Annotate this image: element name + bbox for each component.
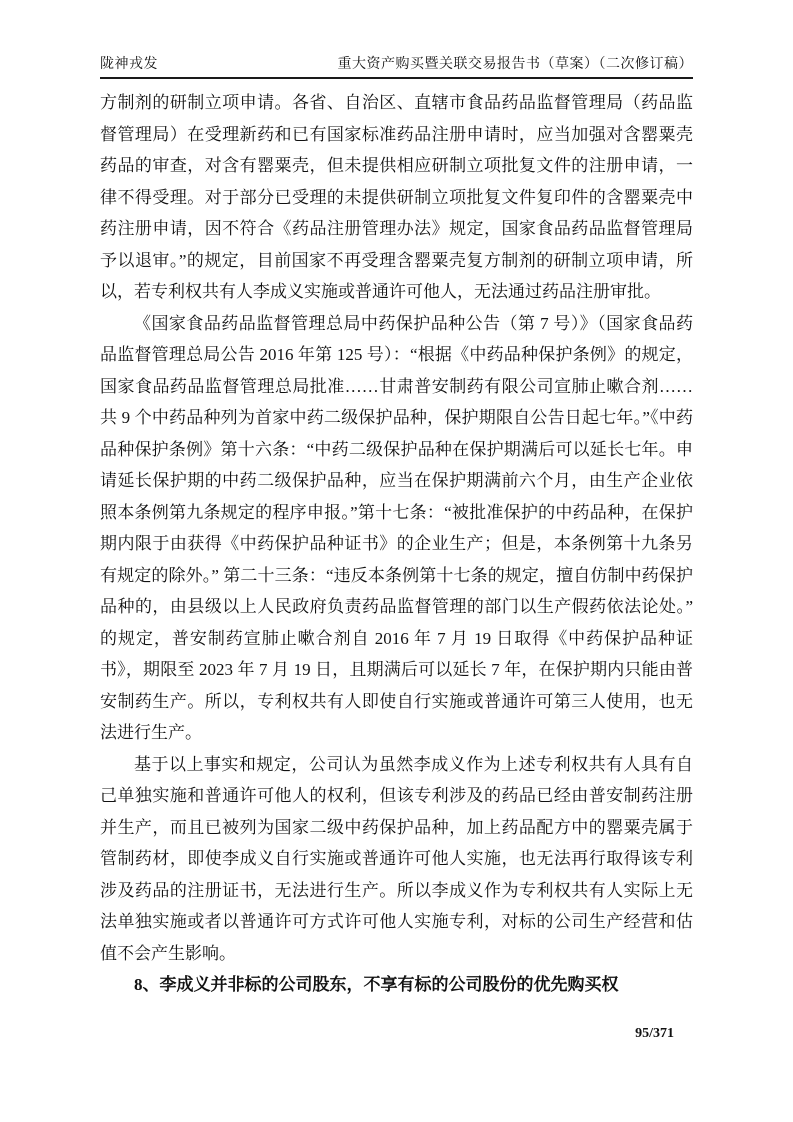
page-footer	[100, 1024, 674, 1044]
body-paragraph: 基于以上事实和规定，公司认为虽然李成义作为上述专利权共有人具有自己单独实施和普通许可他人的权利，但该专利涉及的药品已经由普安制药注册并生产，而且已被列为国家二级中药保护品种，加上药品配方中的罂粟壳属于管制药材，即使李成义自行实施或普通许可他人实施，也无法再行取得该专利涉及药品的注册证书，无法进行生产。所以李成义作为专利权共有人实际上无法单独实施或者以普通许可方式许可他人实施专利，对标的公司生产经营和估值不会产生影响。	[100, 754, 693, 963]
page-header	[100, 55, 693, 79]
header-report-title: 重大资产购买暨关联交易报告书（草案）（二次修订稿）	[337, 57, 693, 72]
body-paragraph: 《国家食品药品监督管理总局中药保护品种公告（第 7 号）》（国家食品药品监督管理总局公告 2016 年第 125 号）：“根据《中药品种保护条例》的规定，国家食品药品监督管理总局批准……甘肃普安制药有限公司宣肺止嗽合剂……共 9 个中药品种列为首家中药二级保护品种，保护期限自公告日起七年。”《中药品种保护条例》第十六条：“中药二级保护品种在保护期满后可以延长七年。申请延长保护期的中药二级保护品种，应当在保护期满前六个月，由生产企业依照本条例第九条规定的程序申报。”第十七条：“被批准保护的中药品种，在保护期内限于由获得《中药保护品种证书》的企业生产；但是，本条例第十九条另有规定的除外。” 第二十三条：“违反本条例第十七条的规定，擅自仿制中药保护品种的，由县级以上人民政府负责药品监督管理的部门以生产假药依法论处。”的规定，普安制药宣肺止嗽合剂自 2016 年 7 月 19 日取得《中药保护品种证书》，期限至 2023 年 7 月 19 日，且期满后可以延长 7 年，在保护期内只能由普安制药生产。所以，专利权共有人即使自行实施或普通许可第三人使用，也无法进行生产。	[100, 313, 693, 742]
header-company-name: 陇神戎发	[100, 57, 158, 72]
page-number: 95/371	[635, 1026, 674, 1041]
document-body	[100, 87, 693, 1001]
body-paragraph: 方制剂的研制立项申请。各省、自治区、直辖市食品药品监督管理局（药品监督管理局）在受理新药和已有国家标准药品注册申请时，应当加强对含罂粟壳药品的审查，对含有罂粟壳，但未提供相应研制立项批复文件的注册申请，一律不得受理。对于部分已受理的未提供研制立项批复文件复印件的含罂粟壳中药注册申请，因不符合《药品注册管理办法》规定，国家食品药品监督管理局予以退审。”的规定，目前国家不再受理含罂粟壳复方制剂的研制立项申请，所以，若专利权共有人李成义实施或普通许可他人，无法通过药品注册审批。	[100, 93, 693, 301]
section-heading: 8、李成义并非标的公司股东，不享有标的公司股份的优先购买权	[134, 975, 619, 994]
